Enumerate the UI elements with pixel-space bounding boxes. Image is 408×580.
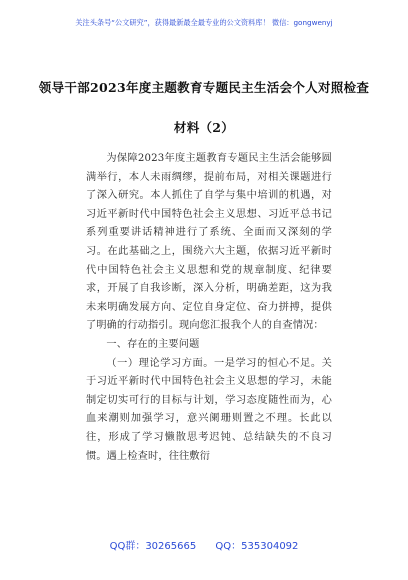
document-title: 领导干部2023年度主题教育专题民主生活会个人对照检查	[38, 80, 370, 95]
qq-group-number: QQ群：30265665	[109, 541, 197, 552]
qq-number: QQ：535304092	[215, 541, 299, 552]
section-heading: 一、存在的主要问题	[106, 338, 200, 350]
document-subtitle: 材料（2）	[173, 120, 235, 135]
promo-banner: 关注头条号“公文研究”，获得最新最全最专业的公文资料库！ 微信：gongwenyj	[75, 18, 333, 27]
document-body	[86, 150, 332, 466]
contact-footer	[0, 537, 408, 552]
paragraph-theory-study: （一）理论学习方面。一是学习的恒心不足。关于习近平新时代中国特色社会主义思想的学习，未能制定切实可行的目标与计划，学习态度随性而为，心血来潮则加强学习，意兴阑珊则置之不理。长此以往，形成了学习懒散思考迟钝、总结缺失的不良习惯。遇上检查时，往往敷衍	[86, 357, 332, 462]
paragraph-intro: 为保障2023年度主题教育专题民主生活会能够圆满举行，本人未雨绸缪，提前布局，对相关课题进行了深入研究。本人抓住了自学与集中培训的机遇，对习近平新时代中国特色社会主义思想、习近平总书记系列重要讲话精神进行了系统、全面而又深刻的学习。在此基础之上，围绕六大主题，依据习近平新时代中国特色社会主义思想和党的规章制度、纪律要求，开展了自我诊断，深入分析，明确差距，这为我未来明确发展方向、定位自身定位、奋力拼搏，提供了明确的行动指引。现向您汇报我个人的自查情况：	[86, 153, 332, 332]
